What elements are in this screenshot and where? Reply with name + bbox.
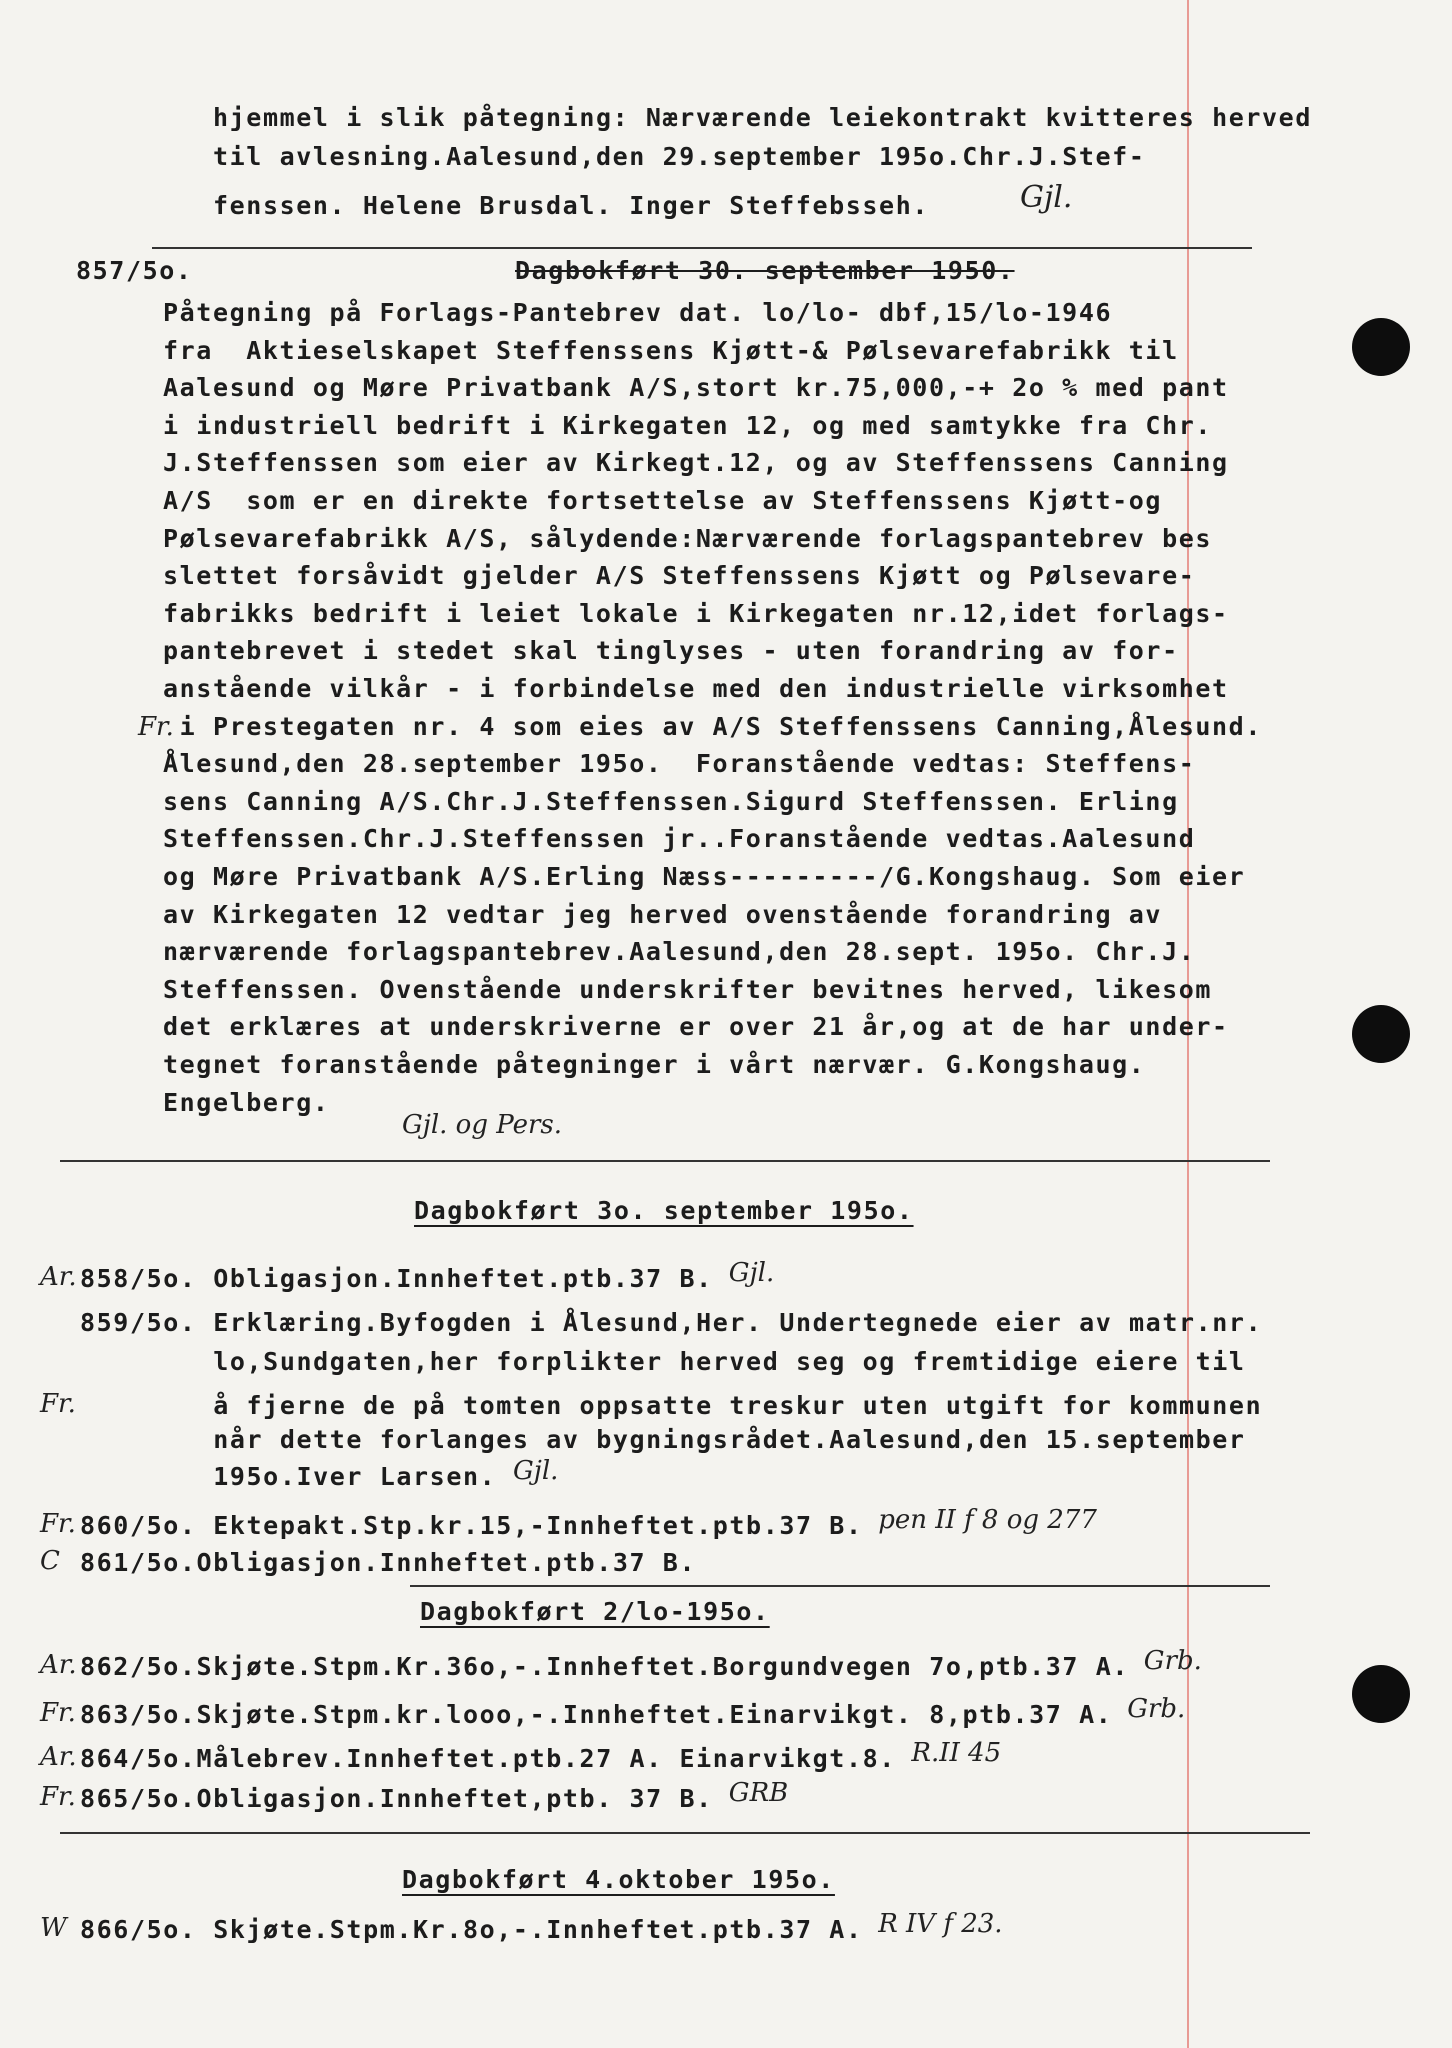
entry-row: 862/5o.Skjøte.Stpm.Kr.36o,-.Innheftet.Borgundvegen 7o,ptb.37 A. xyxy=(80,1652,1130,1681)
entry-signature: Gjl. og Pers. xyxy=(402,1110,562,1140)
margin-mark: Fr. xyxy=(40,1782,76,1812)
handwritten-note: R IV f 23. xyxy=(878,1909,1003,1939)
divider xyxy=(60,1832,1310,1834)
entry-line: Steffenssen.Chr.J.Steffenssen jr..Foranstående vedtas.Aalesund xyxy=(163,824,1196,854)
entry-number: 857/5o. xyxy=(76,256,193,285)
entry-row: 866/5o. Skjøte.Stpm.Kr.8o,-.Innheftet.ptb.37 A. xyxy=(80,1915,863,1944)
entry-line: i Prestegaten nr. 4 som eies av A/S Steffenssens Canning,Ålesund. xyxy=(163,711,1262,741)
divider xyxy=(152,247,1252,249)
entry-row: 860/5o. Ektepakt.Stp.kr.15,-Innheftet.ptb.37 B. xyxy=(80,1511,863,1540)
entry-row: 863/5o.Skjøte.Stpm.kr.looo,-.Innheftet.Einarvikgt. 8,ptb.37 A. xyxy=(80,1700,1113,1729)
section-header: Dagbokført 3o. september 195o. xyxy=(414,1196,914,1225)
entry-row: 195o.Iver Larsen. xyxy=(80,1462,497,1491)
handwritten-note: GRB xyxy=(728,1778,789,1808)
intro-signature: Gjl. xyxy=(1020,180,1073,215)
intro-line: fenssen. Helene Brusdal. Inger Steffebsseh. xyxy=(213,191,930,220)
entry-row: å fjerne de på tomten oppsatte treskur uten utgift for kommunen xyxy=(80,1391,1263,1420)
intro-line: til avlesning.Aalesund,den 29.september 195o.Chr.J.Stef- xyxy=(213,142,1146,171)
section-header: Dagbokført 2/lo-195o. xyxy=(420,1597,770,1626)
entry-line: Pølsevarefabrikk A/S, sålydende:Nærværende forlagspantebrev bes xyxy=(163,523,1213,553)
entry-line: og Møre Privatbank A/S.Erling Næss---------/G.Kongshaug. Som eier xyxy=(163,862,1246,891)
entry-row: 861/5o.Obligasjon.Innheftet.ptb.37 B. xyxy=(80,1548,697,1577)
margin-mark: Fr. xyxy=(40,1509,76,1539)
entry-line: av Kirkegaten 12 vedtar jeg herved ovenstående forandring av xyxy=(163,899,1163,929)
entry-line: Påtegning på Forlags-Pantebrev dat. lo/lo- dbf,15/lo-1946 xyxy=(163,298,1113,327)
handwritten-note: Grb. xyxy=(1127,1694,1186,1724)
entry-row: 864/5o.Målebrev.Innheftet.ptb.27 A. Einarvikgt.8. xyxy=(80,1744,896,1773)
divider xyxy=(60,1160,1270,1162)
entry-row: 859/5o. Erklæring.Byfogden i Ålesund,Her. Undertegnede eier av matr.nr. xyxy=(80,1308,1263,1337)
entry-row: når dette forlanges av bygningsrådet.Aalesund,den 15.september xyxy=(80,1425,1246,1454)
entry-line: tegnet foranstående påtegninger i vårt nærvær. G.Kongshaug. xyxy=(163,1050,1146,1079)
entry-line: i industriell bedrift i Kirkegaten 12, og med samtykke fra Chr. xyxy=(163,410,1213,440)
struck-header: Dagbokført 30. september 1950. xyxy=(515,256,1015,285)
entry-line: J.Steffenssen som eier av Kirkegt.12, og av Steffenssens Canning xyxy=(163,448,1229,478)
handwritten-note: R.II 45 xyxy=(911,1738,1002,1768)
margin-mark: Ar. xyxy=(40,1742,77,1772)
margin-mark: Fr. xyxy=(40,1698,76,1728)
entry-line: fabrikks bedrift i leiet lokale i Kirkegaten nr.12,idet forlags- xyxy=(163,598,1229,628)
entry-line: fra Aktieselskapet Steffenssens Kjøtt-& Pølsevarefabrikk til xyxy=(163,335,1179,365)
entry-line: Ålesund,den 28.september 195o. Foranstående vedtas: Steffens- xyxy=(163,749,1196,779)
handwritten-note: Grb. xyxy=(1143,1646,1202,1676)
punch-hole xyxy=(1352,1005,1410,1063)
handwritten-note: pen II f 8 og 277 xyxy=(878,1505,1097,1535)
margin-mark: Fr. xyxy=(138,712,174,742)
handwritten-note: Gjl. xyxy=(513,1456,559,1486)
entry-line: anstående vilkår - i forbindelse med den industrielle virksomhet xyxy=(163,674,1229,703)
entry-line: nærværende forlagspantebrev.Aalesund,den 28.sept. 195o. Chr.J. xyxy=(163,937,1196,967)
punch-hole xyxy=(1352,1665,1410,1723)
entry-line: slettet forsåvidt gjelder A/S Steffenssens Kjøtt og Pølsevare- xyxy=(163,561,1196,591)
handwritten-note: Gjl. xyxy=(728,1258,775,1288)
entry-line: sens Canning A/S.Chr.J.Steffenssen.Sigurd Steffenssen. Erling xyxy=(163,786,1179,816)
entry-line: Steffenssen. Ovenstående underskrifter bevitnes herved, likesom xyxy=(163,974,1213,1004)
entry-line: Engelberg. xyxy=(163,1087,330,1117)
divider xyxy=(410,1585,1270,1587)
entry-row: 865/5o.Obligasjon.Innheftet,ptb. 37 B. xyxy=(80,1784,713,1813)
margin-mark: Fr. xyxy=(40,1389,76,1419)
entry-row: lo,Sundgaten,her forplikter herved seg og fremtidige eiere til xyxy=(80,1347,1246,1376)
entry-line: Aalesund og Møre Privatbank A/S,stort kr.75,000,-+ 2o % med pant xyxy=(163,373,1229,403)
entry-line: det erklæres at underskriverne er over 21 år,og at de har under- xyxy=(163,1012,1229,1042)
section-header: Dagbokført 4.oktober 195o. xyxy=(402,1865,835,1894)
punch-hole xyxy=(1352,318,1410,376)
entry-line: A/S som er en direkte fortsettelse av Steffenssens Kjøtt-og xyxy=(163,486,1163,515)
margin-mark: Ar. xyxy=(40,1650,77,1680)
entry-line: pantebrevet i stedet skal tinglyses - uten forandring av for- xyxy=(163,636,1179,666)
margin-mark: C xyxy=(40,1546,60,1576)
margin-mark: W xyxy=(40,1913,67,1943)
margin-mark: Ar. xyxy=(40,1262,77,1292)
entry-row: 858/5o. Obligasjon.Innheftet.ptb.37 B. xyxy=(80,1264,713,1293)
intro-line: hjemmel i slik påtegning: Nærværende leiekontrakt kvitteres herved xyxy=(213,103,1312,132)
